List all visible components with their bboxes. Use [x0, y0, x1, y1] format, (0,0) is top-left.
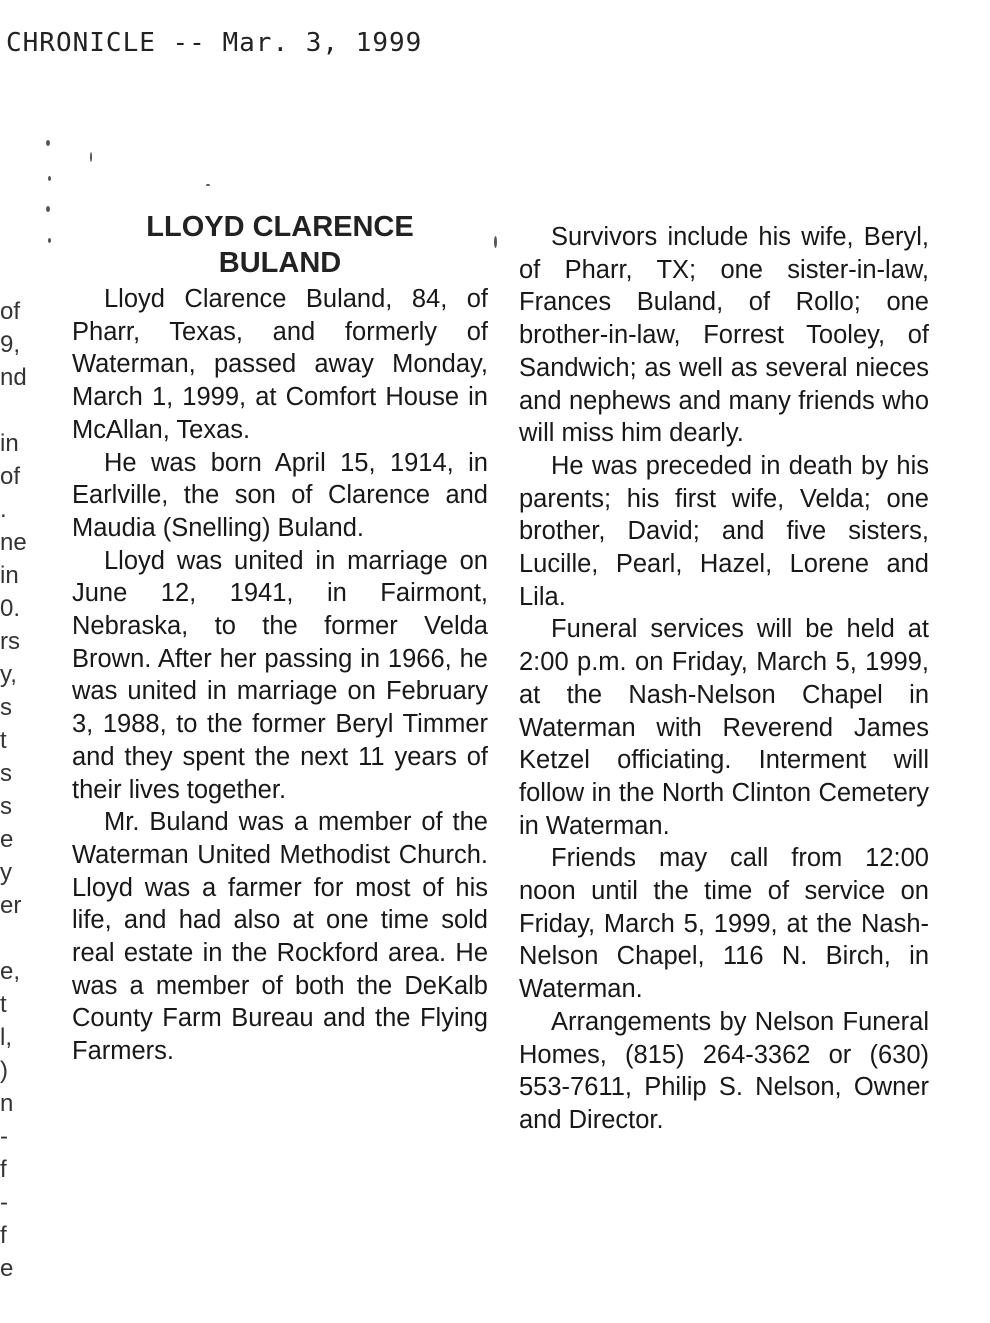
paragraph-visitation: Friends may call from 12:00 noon until the time of service on Friday, March 5, 1999, at the Nash-Nelson Chapel, 116 N. Birch, in Waterman. — [519, 844, 929, 1004]
paragraph-funeral-services: Funeral services will be held at 2:00 p.m. on Friday, March 5, 1999, at the Nash-Nelson Chapel in Waterman with Reverend James Ketzel officiating. Interment will follow in the North Clinton Cemetery in Waterman. — [519, 615, 929, 840]
edge-fragment: t — [0, 991, 7, 1018]
edge-fragment — [0, 394, 26, 427]
paragraph-birth: He was born April 15, 1914, in Earlville, the son of Clarence and Maudia (Snelling) Buland. — [72, 448, 488, 542]
edge-fragment: e — [0, 1255, 14, 1282]
paragraph-memberships: Mr. Buland was a member of the Waterman United Methodist Church. Lloyd was a farmer for most of his life, and had also at one time sold real estate in the Rockford area. He was a member of both the DeKalb County Farm Bureau and the Flying Farmers. — [72, 808, 488, 1066]
edge-fragment: l, — [0, 1024, 12, 1051]
edge-fragment: of — [0, 463, 21, 490]
edge-fragment: er — [0, 892, 22, 919]
edge-fragment: y, — [0, 661, 17, 688]
edge-fragment: f — [0, 1156, 7, 1183]
scan-speck — [90, 152, 92, 162]
edge-fragment: s — [0, 760, 12, 787]
paragraph-arrangements: Arrangements by Nelson Funeral Homes, (815) 264-3362 or (630) 553-7611, Philip S. Nelson, Owner and Director. — [519, 1007, 929, 1134]
edge-fragment — [0, 922, 26, 955]
scan-speck — [48, 176, 51, 181]
edge-fragment: - — [0, 1189, 8, 1216]
edge-fragment: t — [0, 727, 7, 754]
obituary-left-column — [72, 209, 488, 1068]
paragraph-survivors: Survivors include his wife, Beryl, of Pharr, TX; one sister-in-law, Frances Buland, of Rollo; one brother-in-law, Forrest Tooley, of Sandwich; as well as several nieces and nephews and many friends who will miss him dearly. — [519, 223, 929, 448]
edge-fragment: y — [0, 859, 12, 886]
scan-speck — [46, 140, 50, 146]
obituary-headline — [72, 209, 488, 281]
edge-fragment: 0. — [0, 595, 21, 622]
edge-fragment: ne — [0, 529, 27, 556]
edge-fragment: . — [0, 496, 7, 523]
scan-speck — [494, 236, 497, 248]
adjacent-column-fragments — [0, 295, 26, 1285]
edge-fragment: f — [0, 1222, 7, 1249]
edge-fragment: s — [0, 694, 12, 721]
scan-speck — [206, 184, 210, 186]
edge-fragment: e — [0, 826, 14, 853]
paragraph-preceded-in-death: He was preceded in death by his parents; his first wife, Velda; one brother, David; and five sisters, Lucille, Pearl, Hazel, Lorene and Lila. — [519, 451, 929, 611]
edge-fragment: s — [0, 793, 12, 820]
headline-line: BULAND — [218, 247, 342, 279]
edge-fragment: nd — [0, 364, 27, 391]
edge-fragment: ) — [0, 1057, 8, 1084]
edge-fragment: of — [0, 298, 21, 325]
edge-fragment: in — [0, 430, 19, 457]
edge-fragment: n — [0, 1090, 14, 1117]
scan-speck — [46, 206, 50, 212]
scan-speck — [48, 238, 51, 243]
edge-fragment: - — [0, 1123, 8, 1150]
edge-fragment: in — [0, 562, 19, 589]
obituary-right-column — [519, 221, 929, 1137]
paragraph-death-notice: Lloyd Clarence Buland, 84, of Pharr, Texas, and formerly of Waterman, passed away Monday, March 1, 1999, at Comfort House in McAllan, Texas. — [72, 285, 488, 444]
edge-fragment: 9, — [0, 331, 21, 358]
paragraph-marriage: Lloyd was united in marriage on June 12, 1941, in Fairmont, Nebraska, to the former Velda Brown. After her passing in 1966, he was united in marriage on February 3, 1988, to the former Beryl Timmer and they spent the next 11 years of their lives together. — [72, 546, 488, 804]
edge-fragment: e, — [0, 958, 21, 985]
masthead-dateline: CHRONICLE -- Mar. 3, 1999 — [6, 28, 423, 58]
edge-fragment: rs — [0, 628, 20, 655]
headline-line: LLOYD CLARENCE — [146, 211, 414, 243]
